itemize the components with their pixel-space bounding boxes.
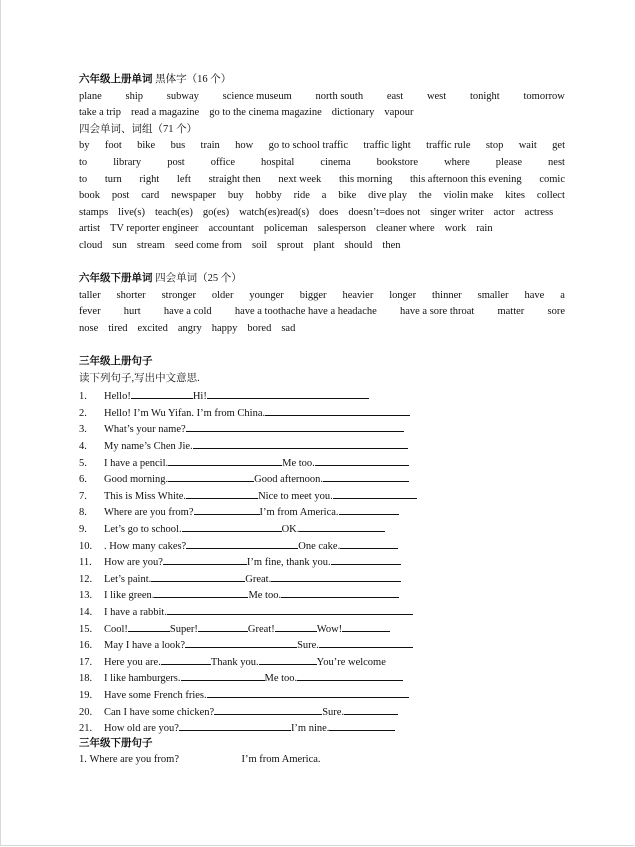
answer-blank[interactable] <box>185 636 297 648</box>
answer-blank[interactable] <box>299 520 385 532</box>
answer-blank[interactable] <box>193 437 408 449</box>
word: excited <box>137 322 168 334</box>
section-heading-grade6-vol1: 六年级上册单词 黑体字（16 个） <box>79 74 232 85</box>
section-heading-grade6-vol2: 六年级下册单词 四会单词（25 个） <box>79 273 242 285</box>
answer-blank[interactable] <box>207 387 369 399</box>
sentence-number: 3. <box>79 424 87 436</box>
word: hospital <box>261 156 295 168</box>
word: sun <box>112 239 127 251</box>
sentence-text: I’m from America. <box>259 507 339 519</box>
word: have a toothache have a headache <box>234 306 377 318</box>
sentence-item <box>79 570 565 587</box>
word: smaller <box>477 289 509 301</box>
sentence-item <box>79 752 565 769</box>
answer-blank[interactable] <box>131 387 193 399</box>
word: by <box>79 140 90 152</box>
word: west <box>426 90 447 102</box>
answer-blank[interactable] <box>194 503 260 515</box>
sentence-text: Me too. <box>282 457 315 469</box>
sentence-text: Good morning. <box>104 474 169 486</box>
sentence-text: Hello! I’m Wu Yifan. I’m from China. <box>104 407 266 419</box>
sentence-text: I have a pencil. <box>104 457 169 469</box>
word-list-four-skill <box>79 138 565 254</box>
word: cloud <box>79 239 103 251</box>
word: stronger <box>161 289 196 301</box>
answer-blank[interactable] <box>297 669 403 681</box>
sentence-text: . How many cakes? <box>104 540 187 552</box>
word-row <box>79 238 565 255</box>
sentence-item <box>79 620 565 637</box>
word: straight then <box>208 173 261 185</box>
sentence-number: 9. <box>79 524 87 536</box>
sentence-number: 16. <box>79 640 93 652</box>
word: longer <box>389 289 417 301</box>
sentence-list <box>79 387 565 735</box>
word: stop <box>485 140 504 152</box>
word: office <box>210 156 236 168</box>
word: salesperson <box>317 223 367 235</box>
sentence-number: 15. <box>79 623 93 635</box>
word: dive play <box>368 190 407 202</box>
word: traffic rule <box>426 140 471 152</box>
answer-blank[interactable] <box>168 470 254 482</box>
word: angry <box>177 322 202 334</box>
word-list-grade6-vol2 <box>79 288 565 338</box>
word: take a trip <box>79 107 121 119</box>
answer-blank[interactable] <box>151 570 245 582</box>
sentence-number: 2. <box>79 407 87 419</box>
sentence-text: Cool! <box>104 623 128 635</box>
word-row <box>79 321 565 338</box>
word: TV reporter engineer <box>110 223 199 235</box>
word: older <box>211 289 234 301</box>
answer-blank[interactable] <box>319 636 413 648</box>
word: matter <box>497 306 525 318</box>
word: newspaper <box>171 190 217 202</box>
answer-blank[interactable] <box>207 686 409 698</box>
sentence-text: I like green. <box>104 590 155 602</box>
word: traffic light <box>363 140 411 152</box>
sentence-text: How old are you? <box>104 723 179 735</box>
sentence-text: This is Miss White. <box>104 490 187 502</box>
sentence-text: I like hamburgers. <box>104 673 181 685</box>
word: then <box>382 239 401 251</box>
sentence-number: 4. <box>79 441 87 453</box>
sentence-text: Great! <box>247 623 275 635</box>
word: go to school traffic <box>268 140 349 152</box>
sentence-item <box>79 454 565 471</box>
answer-blank[interactable] <box>275 620 317 632</box>
instruction: 读下列句子,写出中文意思. <box>79 372 200 384</box>
section-heading-grade3-vol1-sentences: 三年级上册句子 <box>79 356 153 368</box>
sentence-number: 20. <box>79 706 93 718</box>
word: does <box>319 206 339 218</box>
sentence-number: 5. <box>79 457 87 469</box>
word: comic <box>539 173 565 185</box>
answer-blank[interactable] <box>333 487 417 499</box>
answer-blank[interactable] <box>342 620 390 632</box>
sentence-item <box>79 387 565 404</box>
sentence-text: Sure. <box>297 640 319 652</box>
sentence-number: 10. <box>79 540 93 552</box>
sentence-text: You’re welcome <box>316 656 386 668</box>
sentence-number: 1. <box>79 391 87 403</box>
word: tired <box>108 322 128 334</box>
sentence-item <box>79 686 565 703</box>
word-row <box>79 155 565 172</box>
word: teach(es) <box>155 206 193 218</box>
word: live(s) <box>118 206 145 218</box>
word: get <box>552 140 565 152</box>
answer-blank[interactable] <box>281 586 399 598</box>
word: this afternoon this evening <box>409 173 522 185</box>
sentence-item <box>79 703 565 720</box>
sentence-number: 19. <box>79 689 93 701</box>
answer-blank[interactable] <box>182 520 282 532</box>
word: stamps <box>79 206 109 218</box>
answer-blank[interactable] <box>181 669 265 681</box>
word: sore <box>547 306 565 318</box>
sentence-text: Great. <box>245 573 272 585</box>
sentence-number: 7. <box>79 490 87 502</box>
sentence-item <box>79 487 565 504</box>
word: east <box>386 90 404 102</box>
word: happy <box>211 322 238 334</box>
answer-blank[interactable] <box>331 553 401 565</box>
word: ship <box>125 90 144 102</box>
word: rain <box>476 223 493 235</box>
word: plane <box>79 90 102 102</box>
word: watch(es)read(s) <box>239 206 310 218</box>
word: work <box>444 223 467 235</box>
answer-blank[interactable] <box>128 620 170 632</box>
sentence-number: 18. <box>79 673 93 685</box>
sentence-text: Super! <box>169 623 198 635</box>
word: wait <box>518 140 537 152</box>
answer-blank[interactable] <box>323 470 409 482</box>
word-row <box>79 89 565 106</box>
answer-blank[interactable] <box>340 537 398 549</box>
word-row <box>79 205 565 222</box>
document-content <box>79 72 565 769</box>
word: younger <box>249 289 284 301</box>
answer-blank[interactable] <box>329 719 395 731</box>
word-row <box>79 172 565 189</box>
sentence-text: Have some French fries. <box>104 689 207 701</box>
word: bus <box>170 140 186 152</box>
sentence-text: Hi! <box>192 391 207 403</box>
word: bike <box>137 140 156 152</box>
word: have <box>524 289 545 301</box>
word: cleaner where <box>376 223 435 235</box>
sentence-item <box>79 420 565 437</box>
word-row <box>79 304 565 321</box>
word-row <box>79 188 565 205</box>
sentence-number: 1. <box>79 754 90 766</box>
word: next week <box>278 173 322 185</box>
sentence-number: 21. <box>79 723 93 735</box>
word: please <box>495 156 523 168</box>
word: plant <box>313 239 335 251</box>
sentence-text: Wow! <box>316 623 343 635</box>
sentence-text: Where are you from? <box>104 507 194 519</box>
word: tonight <box>469 90 500 102</box>
sentence-text: I’m fine, thank you. <box>246 557 331 569</box>
subheading-four-skill-words: 四会单词、词组（71 个） <box>79 123 198 135</box>
word: go to the cinema magazine <box>209 107 322 119</box>
word: nose <box>79 322 99 334</box>
word: turn <box>104 173 122 185</box>
word: accountant <box>208 223 254 235</box>
sentence-number: 6. <box>79 474 87 486</box>
word: vapour <box>384 107 414 119</box>
sentence-item <box>79 437 565 454</box>
word: have a sore throat <box>399 306 475 318</box>
word: taller <box>79 289 101 301</box>
sentence-text: Can I have some chicken? <box>104 706 215 718</box>
sentence-item <box>79 653 565 670</box>
sentence-number: 13. <box>79 590 93 602</box>
word: how <box>235 140 254 152</box>
word: bigger <box>299 289 327 301</box>
word: tomorrow <box>523 90 565 102</box>
word: nest <box>548 156 565 168</box>
answer-blank[interactable] <box>198 620 248 632</box>
word: violin make <box>443 190 494 202</box>
sentence-item <box>79 719 565 736</box>
word: seed come from <box>174 239 242 251</box>
word-list-grade6-vol1 <box>79 89 565 122</box>
word: where <box>444 156 470 168</box>
word: library <box>113 156 142 168</box>
word-row <box>79 221 565 238</box>
sentence-list-grade3-vol2 <box>79 752 565 769</box>
answer-blank[interactable] <box>163 553 247 565</box>
word: heavier <box>342 289 374 301</box>
word: have a cold <box>163 306 212 318</box>
sentence-item <box>79 553 565 570</box>
word: singer writer <box>430 206 484 218</box>
sentence-text: Let’s paint. <box>104 573 152 585</box>
sentence-text: I’m nine. <box>290 723 330 735</box>
answer-blank[interactable] <box>315 454 409 466</box>
word-row <box>79 105 565 122</box>
sentence-text: One cake. <box>298 540 341 552</box>
sentence-item <box>79 586 565 603</box>
word: cinema <box>320 156 351 168</box>
word-row <box>79 138 565 155</box>
word: fever <box>79 306 101 318</box>
word: buy <box>227 190 244 202</box>
answer-blank[interactable] <box>186 487 258 499</box>
word: policeman <box>263 223 308 235</box>
sentence-number: 14. <box>79 607 93 618</box>
sentence-item <box>79 603 565 620</box>
word: hurt <box>123 306 141 318</box>
word: a <box>321 190 327 202</box>
word: bike <box>338 190 357 202</box>
sentence-text: Thank you. <box>210 656 259 668</box>
answer-blank[interactable] <box>154 586 248 598</box>
word: stream <box>136 239 165 251</box>
sentence-item <box>79 470 565 487</box>
word: doesn’t=does not <box>348 206 421 218</box>
word: card <box>141 190 160 202</box>
word: kites <box>505 190 526 202</box>
answer-blank[interactable] <box>259 653 317 665</box>
answer-blank[interactable] <box>161 653 211 665</box>
word: subway <box>166 90 199 102</box>
sentence-text: What’s your name? <box>104 424 186 436</box>
word: post <box>167 156 185 168</box>
sentence-number: 17. <box>79 656 93 668</box>
sentence-text: Me too. <box>248 590 282 602</box>
answer-blank[interactable] <box>186 420 404 432</box>
word: sad <box>281 322 296 334</box>
word: train <box>200 140 220 152</box>
sentence-item <box>79 636 565 653</box>
answer-blank[interactable] <box>167 603 413 615</box>
sentence-item <box>79 404 565 421</box>
word: collect <box>536 190 565 202</box>
word: bookstore <box>376 156 419 168</box>
sentence-question: Where are you from? <box>89 754 179 766</box>
word: book <box>79 190 100 202</box>
word: to <box>79 173 88 185</box>
word: artist <box>79 223 100 235</box>
word: soil <box>251 239 268 251</box>
word: hobby <box>255 190 282 202</box>
sentence-text: May I have a look? <box>104 640 186 652</box>
sentence-text: My name’s Chen Jie. <box>104 441 193 453</box>
word: left <box>176 173 191 185</box>
answer-blank[interactable] <box>339 503 399 515</box>
word: bored <box>247 322 272 334</box>
answer-blank[interactable] <box>265 404 410 416</box>
word: actress <box>524 206 554 218</box>
word: should <box>344 239 373 251</box>
word: north south <box>315 90 364 102</box>
sentence-number: 8. <box>79 507 87 519</box>
sentence-text: I have a rabbit. <box>104 607 167 618</box>
word-row <box>79 288 565 305</box>
answer-blank[interactable] <box>179 719 291 731</box>
word: to <box>79 156 88 168</box>
word: foot <box>104 140 122 152</box>
sentence-text: Me too. <box>264 673 298 685</box>
sentence-item <box>79 520 565 537</box>
sentence-item <box>79 503 565 520</box>
word: a <box>560 289 565 301</box>
answer-blank[interactable] <box>186 537 298 549</box>
sentence-text: Good afternoon. <box>254 474 323 486</box>
sentence-text: Hello! <box>104 391 131 403</box>
word: dictionary <box>331 107 375 119</box>
sentence-text: Sure. <box>322 706 345 718</box>
sentence-item <box>79 537 565 554</box>
word: ride <box>293 190 310 202</box>
answer-blank[interactable] <box>214 703 322 715</box>
answer-blank[interactable] <box>344 703 398 715</box>
sentence-text: How are you? <box>104 557 163 569</box>
sentence-item <box>79 669 565 686</box>
word: this morning <box>338 173 393 185</box>
word: the <box>418 190 432 202</box>
sentence-answer: I’m from America. <box>241 754 321 766</box>
word: actor <box>493 206 515 218</box>
sentence-number: 11. <box>79 557 92 569</box>
word: thinner <box>431 289 462 301</box>
section-heading-grade3-vol2-sentences: 三年级下册句子 <box>79 737 153 749</box>
answer-blank[interactable] <box>271 570 401 582</box>
sentence-text: Let’s go to school. <box>104 524 182 536</box>
answer-blank[interactable] <box>168 454 282 466</box>
word: shorter <box>116 289 146 301</box>
word: sprout <box>277 239 304 251</box>
word: post <box>111 190 130 202</box>
sentence-number: 12. <box>79 573 93 585</box>
sentence-text: Nice to meet you. <box>258 490 333 502</box>
word: science museum <box>222 90 292 102</box>
word: go(es) <box>202 206 230 218</box>
word: right <box>139 173 160 185</box>
sentence-text: Here you are. <box>104 656 161 668</box>
sentence-text: OK. <box>281 524 300 536</box>
word: read a magazine <box>130 107 200 119</box>
